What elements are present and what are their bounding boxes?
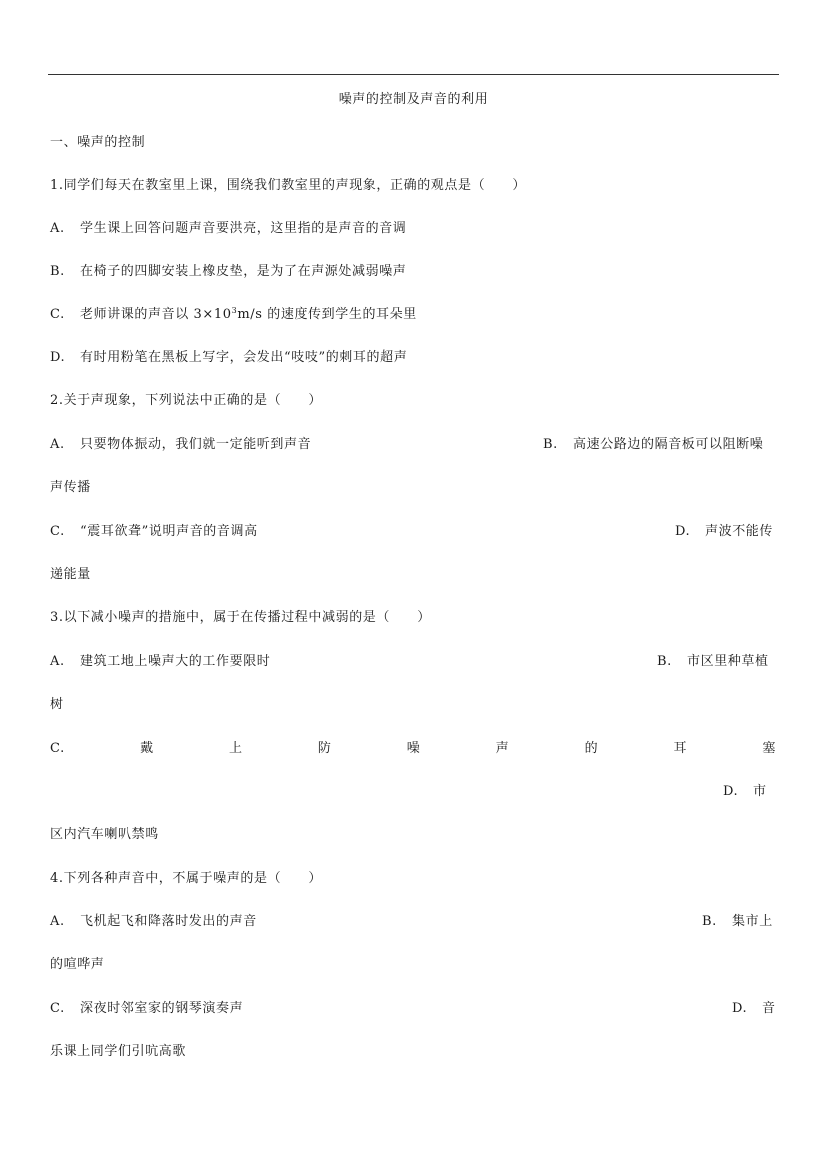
option-label: C.	[50, 307, 65, 322]
question-3-option-d	[723, 782, 767, 802]
option-text: 建筑工地上噪声大的工作要限时	[80, 654, 271, 669]
question-4-option-c	[50, 999, 243, 1019]
question-4-option-d-continued: 乐课上同学们引吭高歌	[50, 1044, 187, 1059]
option-label: A.	[50, 654, 65, 669]
header-rule	[48, 74, 779, 75]
question-2-option-a	[50, 435, 311, 455]
question-2-option-b-continued: 声传播	[50, 480, 91, 495]
option-label: A.	[50, 221, 65, 236]
option-label: D.	[50, 350, 66, 365]
option-label: C.	[50, 524, 65, 539]
question-1-stem: 1.同学们每天在教室里上课，围绕我们教室里的声现象，正确的观点是（ ）	[50, 178, 527, 193]
question-2-option-c	[50, 522, 258, 542]
question-3-option-c	[50, 739, 776, 759]
question-2-stem: 2.关于声现象，下列说法中正确的是（ ）	[50, 393, 323, 408]
question-3-option-a	[50, 652, 270, 672]
option-text-pre: 老师讲课的声音以 3×10	[80, 307, 232, 322]
question-1-option-c	[50, 305, 776, 325]
option-text: 在椅子的四脚安装上橡皮垫，是为了在声源处减弱噪声	[80, 264, 407, 279]
question-4-option-a	[50, 912, 257, 932]
question-1-option-d	[50, 348, 776, 368]
option-text: 市区里种草植	[687, 654, 769, 669]
option-char: 塞	[762, 741, 776, 756]
question-4-stem: 4.下列各种声音中，不属于噪声的是（ ）	[50, 871, 323, 886]
question-3-option-d-continued: 区内汽车喇叭禁鸣	[50, 827, 159, 842]
option-char: 声	[495, 741, 510, 756]
option-text: 学生课上回答问题声音要洪亮，这里指的是声音的音调	[80, 221, 407, 236]
question-4-option-b-continued: 的喧哗声	[50, 957, 105, 972]
page-title: 噪声的控制及声音的利用	[338, 92, 489, 107]
option-label: D.	[675, 524, 691, 539]
question-2-option-b	[543, 435, 763, 455]
question-1-option-a	[50, 219, 776, 239]
option-text: 高速公路边的隔音板可以阻断噪	[573, 437, 764, 452]
question-3-stem: 3.以下减小噪声的措施中，属于在传播过程中减弱的是（ ）	[50, 610, 431, 625]
option-text: 音	[762, 1001, 776, 1016]
option-text: 有时用粉笔在黑板上写字，会发出“吱吱”的刺耳的超声	[80, 350, 408, 365]
option-char: 戴	[140, 741, 154, 756]
option-label: C.	[50, 1001, 65, 1016]
question-4-option-d	[732, 999, 776, 1019]
section-heading: 一、噪声的控制	[50, 135, 146, 150]
option-char: 的	[584, 741, 599, 756]
question-3-option-b	[657, 652, 769, 672]
question-1-option-b	[50, 262, 776, 282]
option-char: 噪	[406, 741, 421, 756]
option-label: C.	[50, 741, 65, 756]
option-label: B.	[657, 654, 672, 669]
option-text-post: m/s 的速度传到学生的耳朵里	[237, 307, 417, 322]
option-char: 防	[317, 741, 332, 756]
question-2-option-d-continued: 递能量	[50, 567, 91, 582]
option-text: 市	[753, 784, 767, 799]
option-label: A.	[50, 914, 65, 929]
option-char: 上	[229, 741, 243, 756]
option-char: 耳	[673, 741, 688, 756]
question-2-option-d	[675, 522, 773, 542]
option-text: 飞机起飞和降落时发出的声音	[80, 914, 257, 929]
option-label: B.	[702, 914, 717, 929]
option-text: 声波不能传	[705, 524, 774, 539]
option-exponent: 3	[231, 306, 238, 315]
option-label: A.	[50, 437, 65, 452]
option-text: “震耳欲聋”说明声音的音调高	[80, 524, 258, 539]
option-text: 集市上	[732, 914, 773, 929]
option-text: 深夜时邻室家的钢琴演奏声	[80, 1001, 244, 1016]
option-label: B.	[543, 437, 558, 452]
option-text: 只要物体振动，我们就一定能听到声音	[80, 437, 312, 452]
question-3-option-b-continued: 树	[50, 697, 64, 712]
question-4-option-b	[702, 912, 773, 932]
option-label: B.	[50, 264, 65, 279]
option-label: D.	[723, 784, 739, 799]
option-label: D.	[732, 1001, 748, 1016]
